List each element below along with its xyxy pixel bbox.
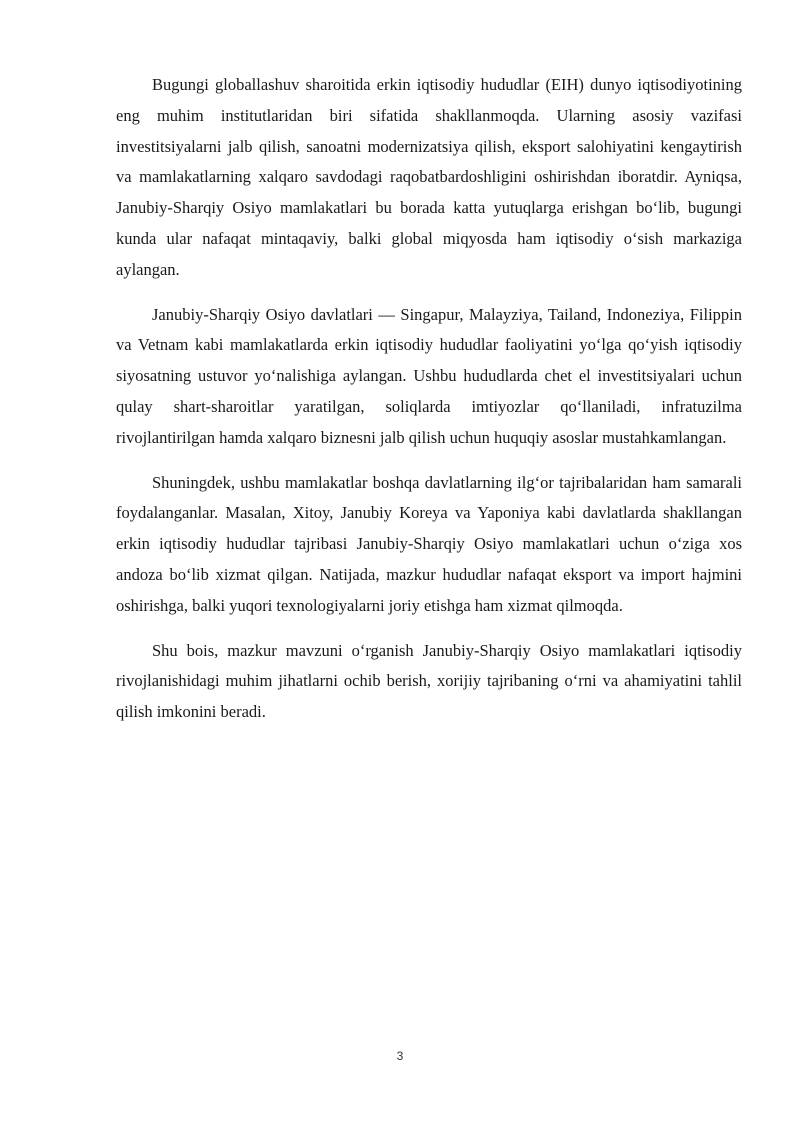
paragraph-1: Bugungi globallashuv sharoitida erkin iqtisodiy hududlar (EIH) dunyo iqtisodiyotining eng muhim institutlaridan biri sifatida shakllanmoqda. Ularning asosiy vazifasi investitsiyalarni jalb qilish, sanoatni modernizatsiya qilish, eksport salohiyatini kengaytirish va mamlakatlarning xalqaro savdodagi raqobatbardoshligini oshirishdan iboratdir. Ayniqsa, Janubiy-Sharqiy Osiyo mamlakatlari bu borada katta yutuqlarga erishgan bo‘lib, bugungi kunda ular nafaqat mintaqaviy, balki global miqyosda ham iqtisodiy o‘sish markaziga aylangan. — [116, 75, 742, 279]
paragraph-2: Janubiy-Sharqiy Osiyo davlatlari — Singapur, Malayziya, Tailand, Indoneziya, Filippin va Vetnam kabi mamlakatlarda erkin iqtisodiy hududlar faoliyatini yo‘lga qo‘yish iqtisodiy siyosatning ustuvor yo‘nalishiga aylangan. Ushbu hududlarda chet el investitsiyalari uchun qulay shart-sharoitlar yaratilgan, soliqlarda imtiyozlar qo‘llaniladi, infratuzilma rivojlantirilgan hamda xalqaro biznesni jalb qilish uchun huquqiy asoslar mustahkamlangan. — [116, 304, 742, 447]
page-number: 3 — [396, 1049, 404, 1063]
paragraph-4: Shu bois, mazkur mavzuni o‘rganish Janubiy-Sharqiy Osiyo mamlakatlari iqtisodiy rivojlanishidagi muhim jihatlarni ochib berish, xorijiy tajribaning o‘rni va ahamiyatini tahlil qilish imkonini beradi. — [116, 640, 742, 722]
document-body — [116, 70, 742, 742]
paragraph-3: Shuningdek, ushbu mamlakatlar boshqa davlatlarning ilg‘or tajribalaridan ham samarali foydalanganlar. Masalan, Xitoy, Janubiy Koreya va Yaponiya kabi davlatlarda shakllangan erkin iqtisodiy hududlar tajribasi Janubiy-Sharqiy Osiyo mamlakatlari uchun o‘ziga xos andoza bo‘lib xizmat qilgan. Natijada, mazkur hududlar nafaqat eksport va import hajmini oshirishga, balki yuqori texnologiyalarni joriy etishga ham xizmat qilmoqda. — [116, 472, 742, 615]
